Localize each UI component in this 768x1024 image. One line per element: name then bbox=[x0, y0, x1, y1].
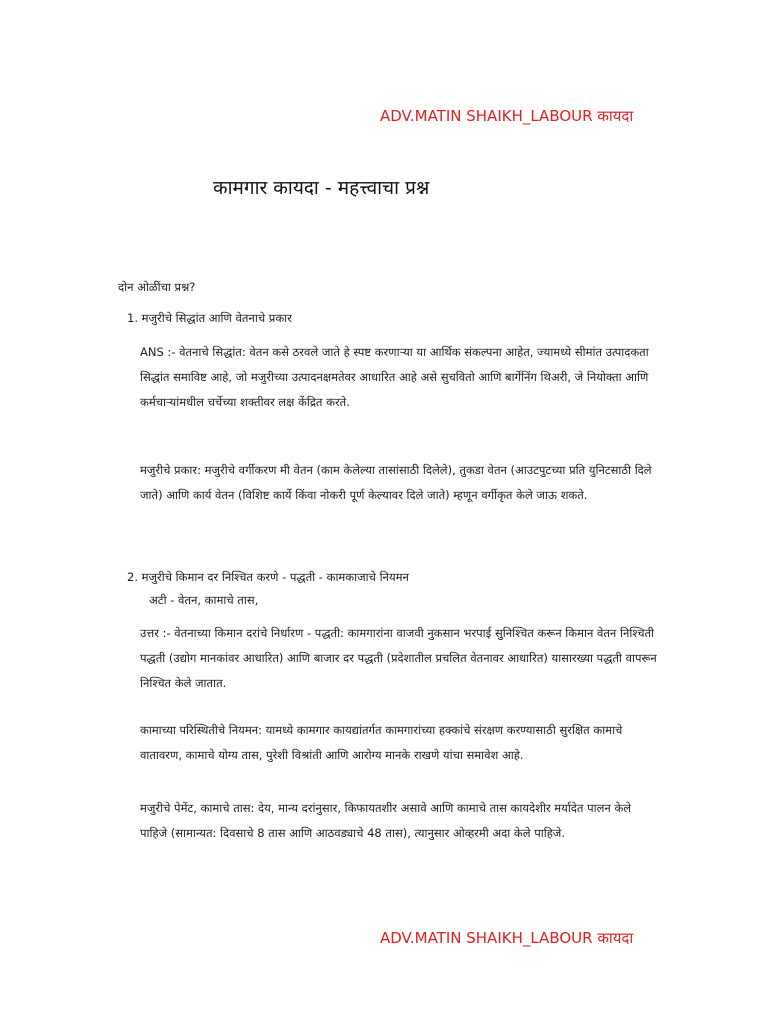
header-brand: ADV.MATIN SHAIKH_LABOUR कायदा bbox=[380, 107, 634, 125]
question-2-answer: उत्तर :- वेतनाच्या किमान दरांचे निर्धारण - पद्धती: कामगारांना वाजवी नुकसान भरपाई सुनिश्चित करून किमान वेतन निश्चिती पद्धती (उद्योग मानकांवर आधारित) आणि बाजार दर पद्धती (प्रदेशातील प्रचलित वेतनावर आधारित) यासारख्या पद्धती वापरून निश्चित केले जातात. bbox=[140, 626, 657, 690]
question-2-heading: 2. मजुरीचे किमान दर निश्चित करणे - पद्धती - कामकाजाचे नियमन bbox=[127, 570, 409, 584]
question-1-heading: 1. मजुरीचे सिद्धांत आणि वेतनाचे प्रकार bbox=[127, 311, 292, 325]
question-2-subheading: अटी - वेतन, कामाचे तास, bbox=[149, 593, 259, 607]
page-title: कामगार कायदा - महत्त्वाचा प्रश्न bbox=[213, 177, 430, 199]
question-1-wage-types: मजुरीचे प्रकार: मजुरीचे वर्गीकरण मी वेतन (काम केलेल्या तासांसाठी दिलेले), तुकडा वेतन (आउटपुटच्या प्रति युनिटसाठी दिले जाते) आणि कार्य वेतन (विशिष्ट कार्ये किंवा नोकरी पूर्ण केल्यावर दिले जाते) म्हणून वर्गीकृत केले जाऊ शकते. bbox=[140, 463, 652, 502]
question-2-payment: मजुरीचे पेमेंट, कामाचे तास: देय, मान्य दरांनुसार, किफायतशीर असावे आणि कामाचे तास कायदेशीर मर्यादेत पालन केले पाहिजे (सामान्यत: दिवसाचे 8 तास आणि आठवड्याचे 48 तास), त्यानुसार ओव्हरमी अदा केले पाहिजे. bbox=[140, 801, 632, 840]
question-2-working-conditions: कामाच्या परिस्थितीचे नियमन: यामध्ये कामगार कायद्यांतर्गत कामगारांच्या हक्कांचे संरक्षण करण्यासाठी सुरक्षित कामाचे वातावरण, कामाचे योग्य तास, पुरेशी विश्रांती आणि आरोग्य मानके राखणे यांचा समावेश आहे. bbox=[140, 723, 623, 762]
question-1-answer: ANS :- वेतनाचे सिद्धांत: वेतन कसे ठरवले जाते हे स्पष्ट करणाऱ्या या आर्थिक संकल्पना आहेत, ज्यामध्ये सीमांत उत्पादकता सिद्धांत समाविष्ट आहे, जो मजुरीच्या उत्पादनक्षमतेवर आधारित आहे असे सुचवितो आणि बार्गेनिंग थिअरी, जे नियोक्ता आणि कर्मचाऱ्यांमधील चर्चेच्या शक्तीवर लक्ष केंद्रित करते. bbox=[140, 345, 649, 409]
footer-brand: ADV.MATIN SHAIKH_LABOUR कायदा bbox=[380, 929, 634, 947]
intro-text: दोन ओळींचा प्रश्न? bbox=[118, 280, 196, 294]
